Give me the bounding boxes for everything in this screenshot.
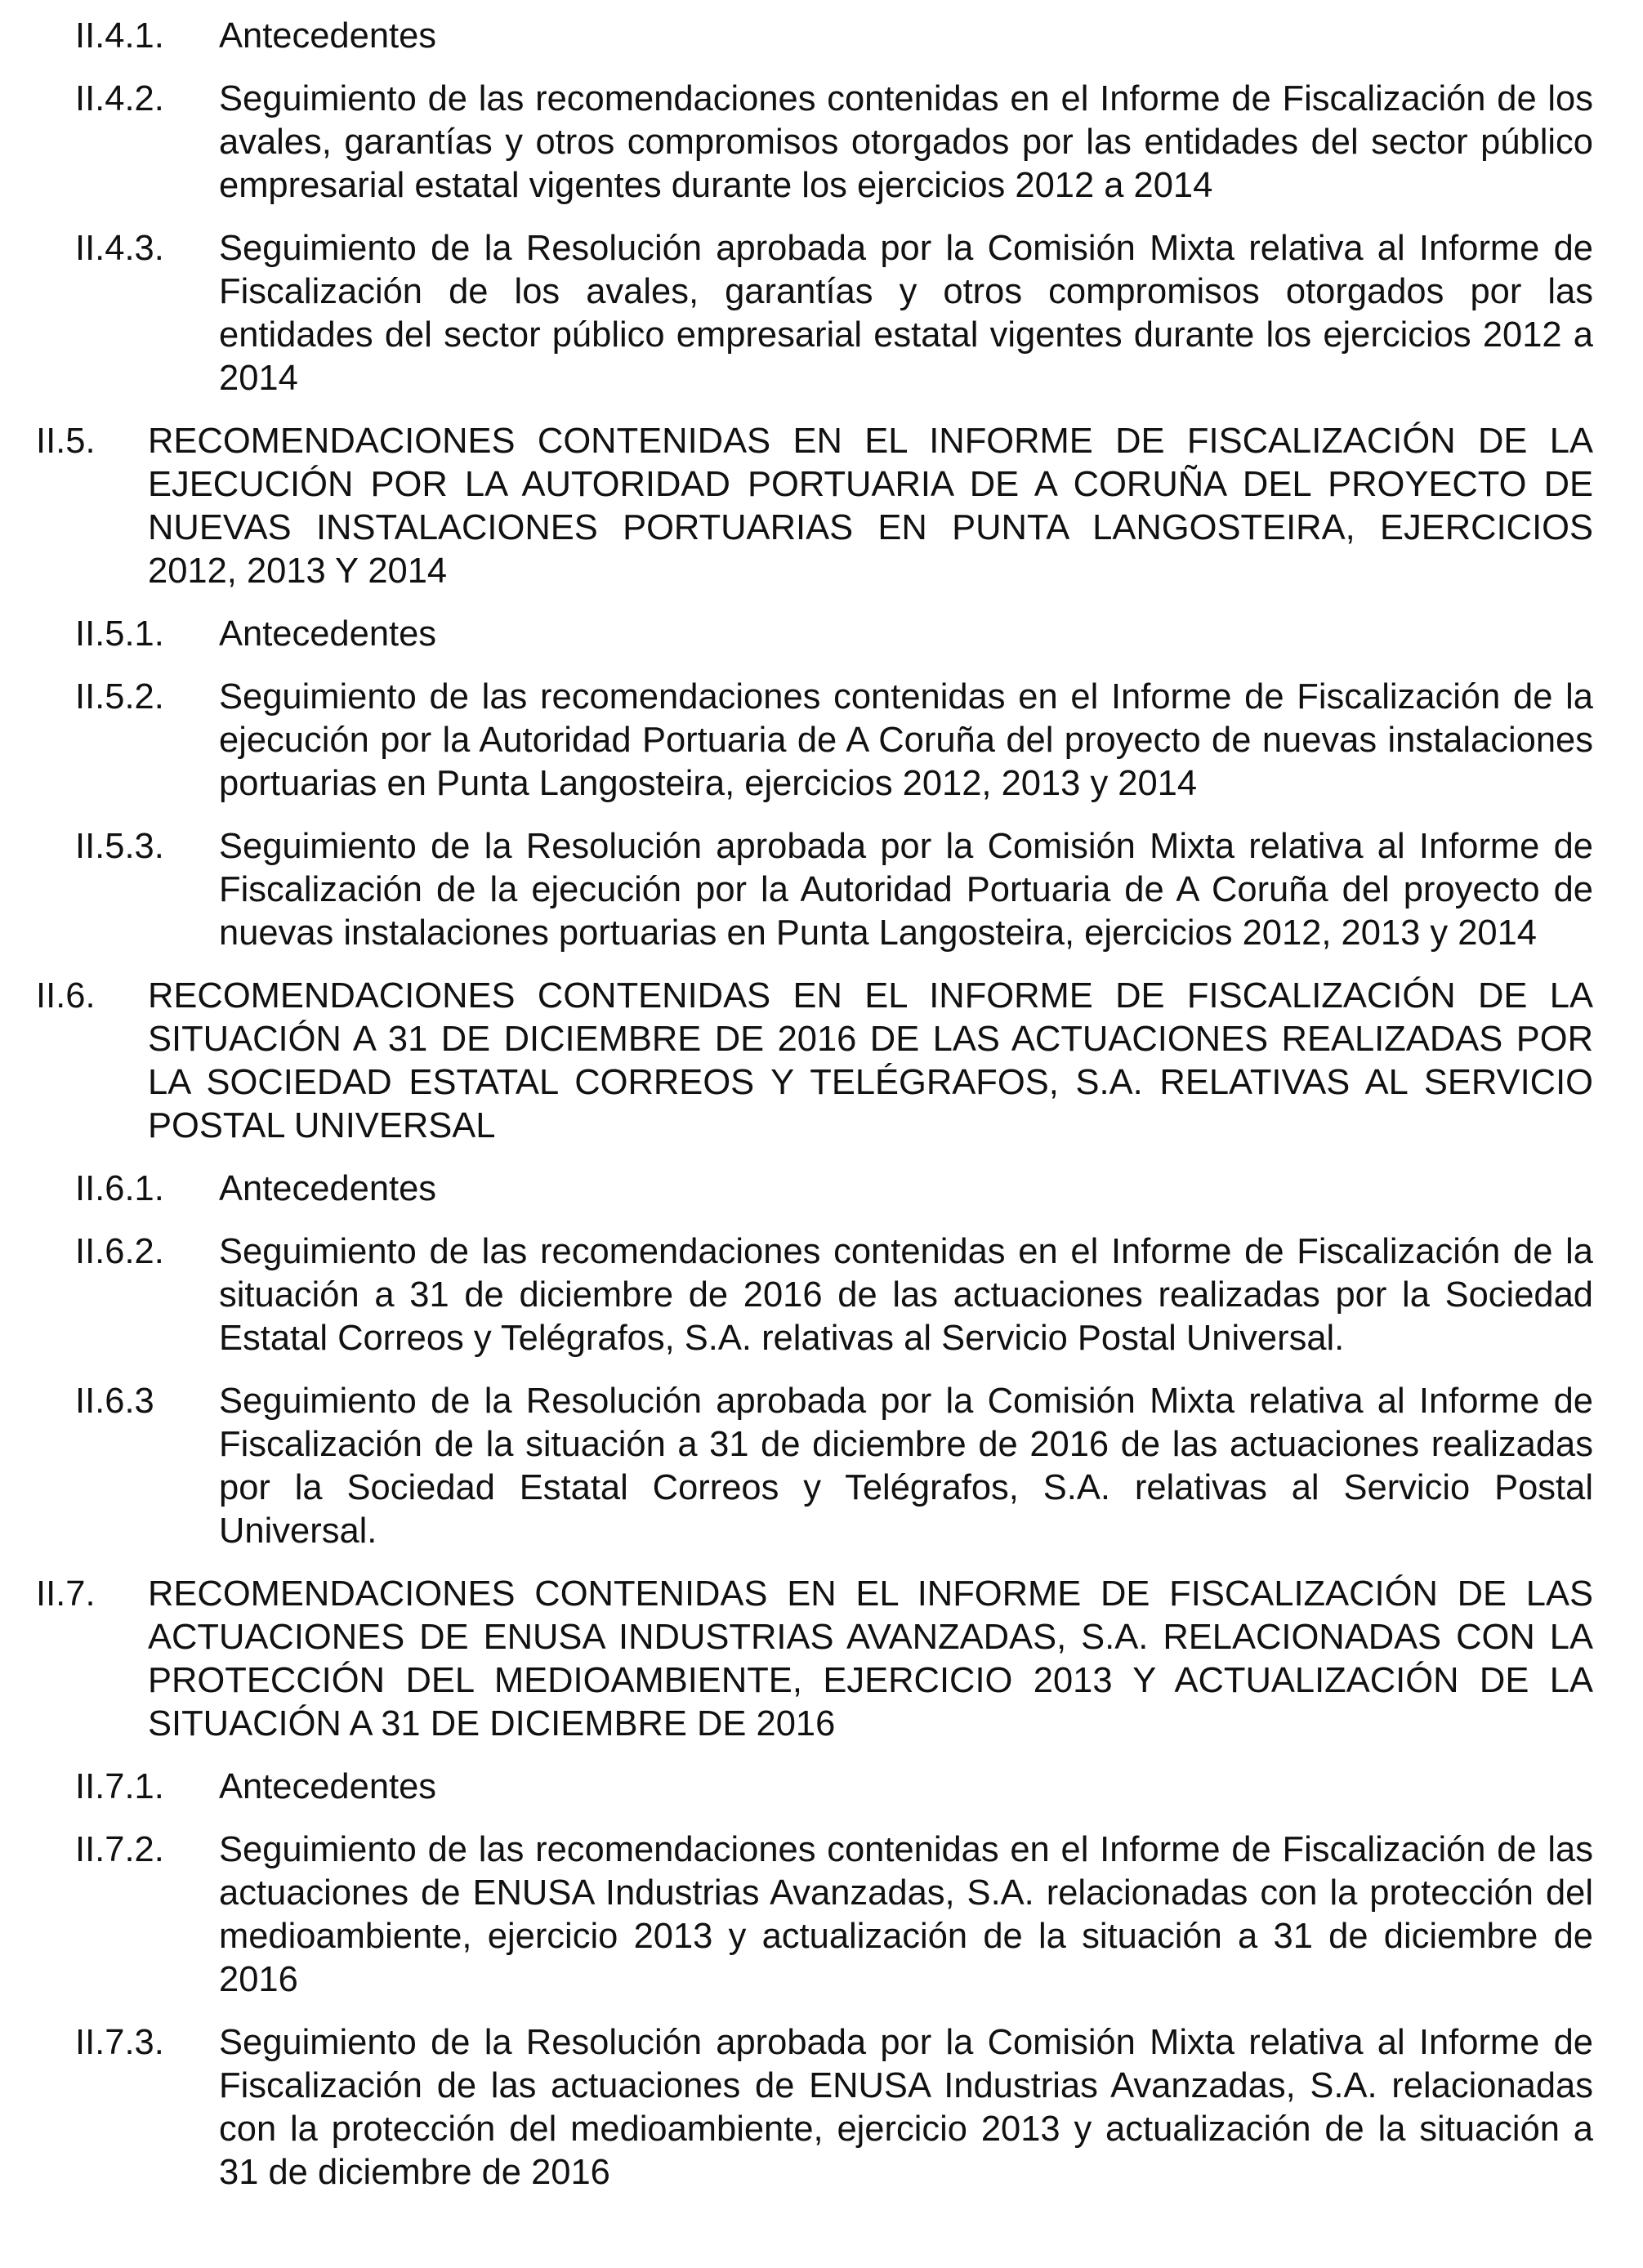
toc-entry-ii-5-3 (0, 825, 1643, 955)
table-of-contents (0, 15, 1643, 2194)
section-title: Antecedentes (219, 1169, 437, 1208)
toc-entry-ii-7 (0, 1573, 1643, 1746)
toc-entry-ii-7-3 (0, 2021, 1643, 2194)
section-number: II.7.2. (75, 1830, 164, 1869)
section-number: II.6.3 (75, 1382, 154, 1421)
section-number: II.7.1. (75, 1767, 164, 1806)
section-title: RECOMENDACIONES CONTENIDAS EN EL INFORME DE FISCALIZACIÓN DE LAS ACTUACIONES DE ENUSA INDUSTRIAS AVANZADAS, S.A. RELACIONADAS CON LA PROTECCIÓN DEL MEDIOAMBIENTE, EJERCICIO 2013 Y ACTUALIZACIÓN DE LA SITUACIÓN A 31 DE DICIEMBRE DE 2016 (148, 1574, 1593, 1743)
section-title: Seguimiento de la Resolución aprobada por la Comisión Mixta relativa al Informe de Fiscalización de las actuaciones de ENUSA Industrias Avanzadas, S.A. relacionadas con la protección del medioambiente, ejercicio 2013 y actualización de la situación a 31 de diciembre de 2016 (219, 2023, 1593, 2192)
section-title: RECOMENDACIONES CONTENIDAS EN EL INFORME DE FISCALIZACIÓN DE LA SITUACIÓN A 31 DE DICIEMBRE DE 2016 DE LAS ACTUACIONES REALIZADAS POR LA SOCIEDAD ESTATAL CORREOS Y TELÉGRAFOS, S.A. RELATIVAS AL SERVICIO POSTAL UNIVERSAL (148, 976, 1593, 1145)
section-title: Seguimiento de la Resolución aprobada por la Comisión Mixta relativa al Informe de Fiscalización de la situación a 31 de diciembre de 2016 de las actuaciones realizadas por la Sociedad Estatal Correos y Telégrafos, S.A. relativas al Servicio Postal Universal. (219, 1382, 1593, 1551)
section-number: II.5.3. (75, 827, 164, 866)
toc-entry-ii-4-2 (0, 78, 1643, 208)
section-title: Antecedentes (219, 614, 437, 654)
section-number: II.6. (36, 976, 96, 1016)
toc-entry-ii-7-2 (0, 1828, 1643, 2002)
section-title: Seguimiento de la Resolución aprobada por la Comisión Mixta relativa al Informe de Fiscalización de la ejecución por la Autoridad Portuaria de A Coruña del proyecto de nuevas instalaciones portuarias en Punta Langosteira, ejercicios 2012, 2013 y 2014 (219, 827, 1593, 953)
section-title: Antecedentes (219, 16, 437, 56)
section-number: II.5.1. (75, 614, 164, 654)
toc-entry-ii-4-1 (0, 15, 1643, 58)
section-number: II.6.2. (75, 1232, 164, 1271)
toc-entry-ii-6-3 (0, 1380, 1643, 1553)
section-title: Seguimiento de las recomendaciones contenidas en el Informe de Fiscalización de la ejecución por la Autoridad Portuaria de A Coruña del proyecto de nuevas instalaciones portuarias en Punta Langosteira, ejercicios 2012, 2013 y 2014 (219, 677, 1593, 803)
section-number: II.5. (36, 422, 96, 461)
section-title: Seguimiento de las recomendaciones contenidas en el Informe de Fiscalización de las actuaciones de ENUSA Industrias Avanzadas, S.A. relacionadas con la protección del medioambiente, ejercicio 2013 y actualización de la situación a 31 de diciembre de 2016 (219, 1830, 1593, 1999)
section-title: Antecedentes (219, 1767, 437, 1806)
toc-entry-ii-4-3 (0, 227, 1643, 400)
section-title: Seguimiento de las recomendaciones contenidas en el Informe de Fiscalización de los avales, garantías y otros compromisos otorgados por las entidades del sector público empresarial estatal vigentes durante los ejercicios 2012 a 2014 (219, 79, 1593, 205)
toc-entry-ii-6-2 (0, 1230, 1643, 1360)
section-number: II.4.1. (75, 16, 164, 56)
toc-entry-ii-6 (0, 975, 1643, 1148)
section-title: RECOMENDACIONES CONTENIDAS EN EL INFORME DE FISCALIZACIÓN DE LA EJECUCIÓN POR LA AUTORIDAD PORTUARIA DE A CORUÑA DEL PROYECTO DE NUEVAS INSTALACIONES PORTUARIAS EN PUNTA LANGOSTEIRA, EJERCICIOS 2012, 2013 Y 2014 (148, 422, 1593, 591)
section-number: II.7.3. (75, 2023, 164, 2062)
section-title: Seguimiento de la Resolución aprobada por la Comisión Mixta relativa al Informe de Fiscalización de los avales, garantías y otros compromisos otorgados por las entidades del sector público empresarial estatal vigentes durante los ejercicios 2012 a 2014 (219, 229, 1593, 398)
toc-entry-ii-5 (0, 420, 1643, 593)
section-number: II.7. (36, 1574, 96, 1614)
toc-entry-ii-7-1 (0, 1766, 1643, 1809)
section-number: II.4.2. (75, 79, 164, 118)
toc-entry-ii-6-1 (0, 1167, 1643, 1211)
section-number: II.4.3. (75, 229, 164, 268)
toc-entry-ii-5-2 (0, 676, 1643, 806)
toc-entry-ii-5-1 (0, 613, 1643, 656)
section-number: II.6.1. (75, 1169, 164, 1208)
section-number: II.5.2. (75, 677, 164, 717)
section-title: Seguimiento de las recomendaciones contenidas en el Informe de Fiscalización de la situación a 31 de diciembre de 2016 de las actuaciones realizadas por la Sociedad Estatal Correos y Telégrafos, S.A. relativas al Servicio Postal Universal. (219, 1232, 1593, 1358)
